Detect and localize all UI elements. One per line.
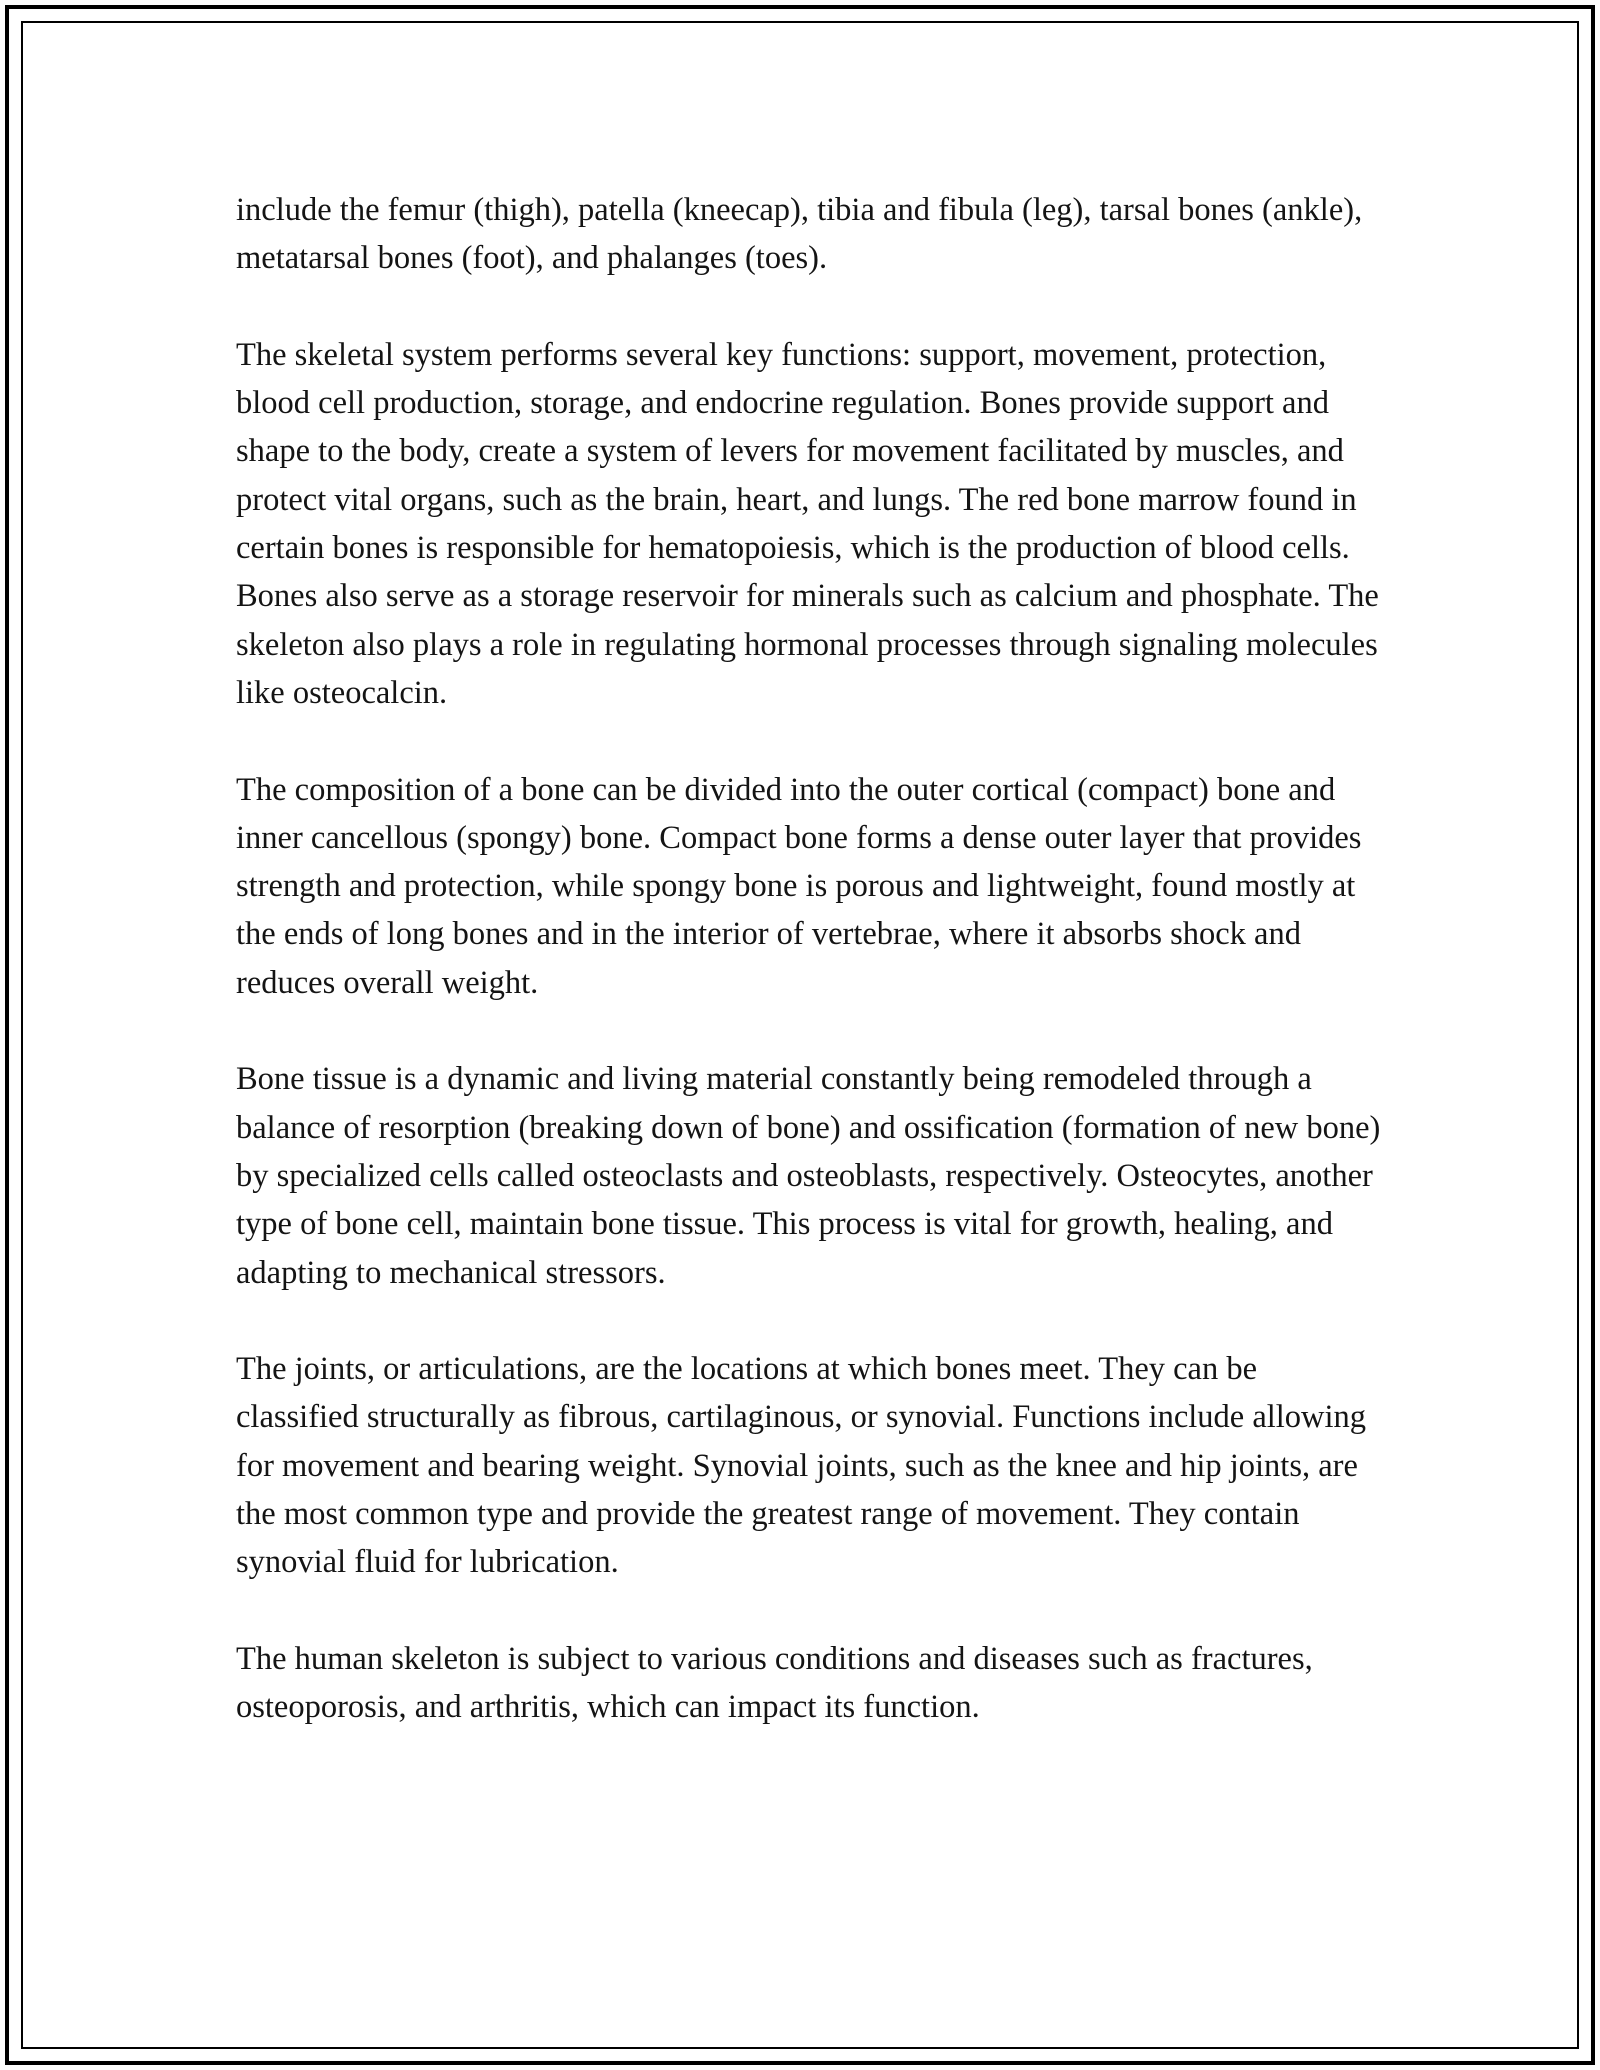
paragraph-joints: The joints, or articulations, are the locations at which bones meet. They can be classified structurally as fibrous, cartilaginous, or synovial. Functions include allowing for movement and bearing weight. Synovial joints, such as the knee and hip joints, are the most common type and provide the greatest range of movement. They contain synovial fluid for lubrication.	[236, 1351, 1367, 1581]
paragraph-skeletal-functions: The skeletal system performs several key functions: support, movement, protection, blood cell production, storage, and endocrine regulation. Bones provide support and shape to the body, create a system of levers for movement facilitated by muscles, and protect vital organs, such as the brain, heart, and lungs. The red bone marrow found in certain bones is responsible for hematopoiesis, which is the production of blood cells. Bones also serve as a storage reservoir for minerals such as calcium and phosphate. The skeleton also plays a role in regulating hormonal processes through signaling molecules like osteocalcin.	[236, 336, 1379, 711]
paragraph-bone-composition: The composition of a bone can be divided into the outer cortical (compact) bone and inner cancellous (spongy) bone. Compact bone forms a dense outer layer that provides strength and protection, while spongy bone is porous and lightweight, found mostly at the ends of long bones and in the interior of vertebrae, where it absorbs shock and reduces overall weight.	[236, 771, 1362, 1001]
paragraph-bone-remodeling: Bone tissue is a dynamic and living material constantly being remodeled through a balance of resorption (breaking down of bone) and ossification (formation of new bone) by specialized cells called osteoclasts and osteoblasts, respectively. Osteocytes, another type of bone cell, maintain bone tissue. This process is vital for growth, healing, and adapting to mechanical stressors.	[236, 1061, 1381, 1291]
paragraph-lower-limb-bones: include the femur (thigh), patella (kneecap), tibia and fibula (leg), tarsal bones (ankle), metatarsal bones (foot), and phalanges (toes).	[236, 192, 1363, 277]
paragraph-conditions: The human skeleton is subject to various conditions and diseases such as fractures, osteoporosis, and arthritis, which can impact its function.	[236, 1640, 1313, 1726]
document-body	[236, 186, 1386, 1732]
